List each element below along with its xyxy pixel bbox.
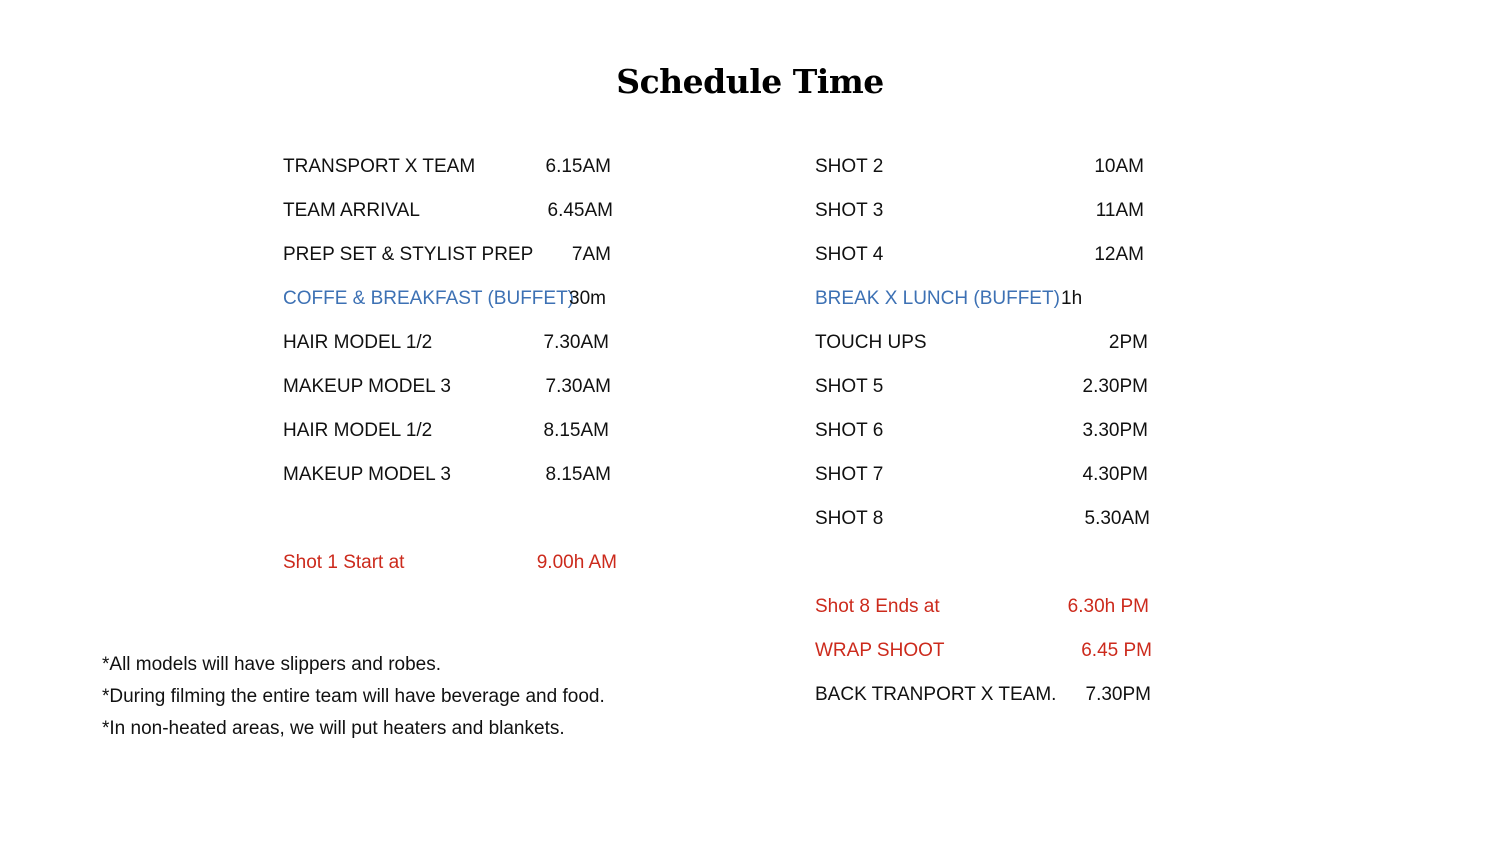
schedule-row-time: 6.30h PM [1067, 596, 1149, 617]
schedule-row [815, 506, 1150, 532]
schedule-row-time: 7AM [571, 244, 611, 265]
schedule-row-time: 3.30PM [1082, 420, 1148, 441]
schedule-row-time: 12AM [1094, 244, 1144, 265]
schedule-row-highlight [283, 550, 617, 576]
schedule-row-label: SHOT 8 [815, 508, 884, 529]
schedule-row-label: HAIR MODEL 1/2 [283, 332, 433, 353]
schedule-row-time: 11AM [1095, 200, 1144, 221]
schedule-row-time: 7.30AM [543, 332, 609, 353]
schedule-row-time: 1h [1061, 288, 1083, 309]
schedule-row [283, 154, 613, 180]
schedule-row-time: 4.30PM [1082, 464, 1148, 485]
schedule-row-time: 6.45AM [547, 200, 613, 221]
schedule-row-label: SHOT 5 [815, 376, 884, 397]
schedule-row-label: COFFE & BREAKFAST (BUFFET) [283, 288, 575, 309]
schedule-row-label: HAIR MODEL 1/2 [283, 420, 433, 441]
note-line: *In non-heated areas, we will put heaters and blankets. [102, 718, 565, 739]
schedule-row-label: TOUCH UPS [815, 332, 927, 353]
schedule-row-label: TRANSPORT X TEAM [283, 156, 476, 177]
schedule-row [815, 418, 1148, 444]
schedule-row-label: SHOT 6 [815, 420, 884, 441]
schedule-row-label: MAKEUP MODEL 3 [283, 376, 451, 397]
schedule-row [283, 418, 613, 444]
schedule-row-label: SHOT 7 [815, 464, 884, 485]
schedule-row-highlight [815, 594, 1149, 620]
schedule-row-label: SHOT 4 [815, 244, 884, 265]
schedule-row-label: TEAM ARRIVAL [283, 200, 420, 221]
schedule-row [815, 154, 1145, 180]
schedule-row-label: BACK TRANPORT X TEAM. [815, 684, 1057, 705]
page-title: Schedule Time [616, 62, 884, 101]
schedule-row-time: 2PM [1108, 332, 1148, 353]
schedule-row-label: WRAP SHOOT [815, 640, 945, 661]
schedule-row-label: PREP SET & STYLIST PREP [283, 244, 534, 265]
schedule-row [815, 330, 1148, 356]
schedule-row [283, 462, 613, 488]
note-line: *During filming the entire team will have beverage and food. [102, 686, 605, 707]
schedule-row-time: 10AM [1094, 156, 1144, 177]
schedule-row [283, 198, 613, 224]
schedule-row [815, 242, 1145, 268]
schedule-row-label: SHOT 2 [815, 156, 884, 177]
schedule-row-highlight [815, 638, 1152, 664]
schedule-row [283, 374, 613, 400]
schedule-row [815, 286, 1115, 312]
schedule-row-time: 5.30AM [1084, 508, 1150, 529]
schedule-row-label: Shot 8 Ends at [815, 596, 940, 617]
schedule-row-time: 30m [569, 288, 606, 309]
schedule-row-time: 8.15AM [543, 420, 609, 441]
schedule-row-time: 6.15AM [545, 156, 611, 177]
schedule-row-time: 7.30PM [1085, 684, 1151, 705]
schedule-row-time: 2.30PM [1082, 376, 1148, 397]
schedule-row [815, 462, 1148, 488]
schedule-row-time: 7.30AM [545, 376, 611, 397]
schedule-row [815, 374, 1148, 400]
schedule-row-label: SHOT 3 [815, 200, 884, 221]
schedule-row [283, 242, 613, 268]
schedule-row-time: 8.15AM [545, 464, 611, 485]
schedule-row [815, 198, 1145, 224]
schedule-row-label: BREAK X LUNCH (BUFFET) [815, 288, 1060, 309]
schedule-row-time: 9.00h AM [536, 552, 617, 573]
schedule-row-label: MAKEUP MODEL 3 [283, 464, 451, 485]
note-line: *All models will have slippers and robes. [102, 654, 441, 675]
schedule-row [283, 330, 613, 356]
schedule-row [283, 286, 623, 312]
schedule-row-label: Shot 1 Start at [283, 552, 405, 573]
schedule-row [815, 682, 1151, 708]
schedule-row-time: 6.45 PM [1081, 640, 1152, 661]
